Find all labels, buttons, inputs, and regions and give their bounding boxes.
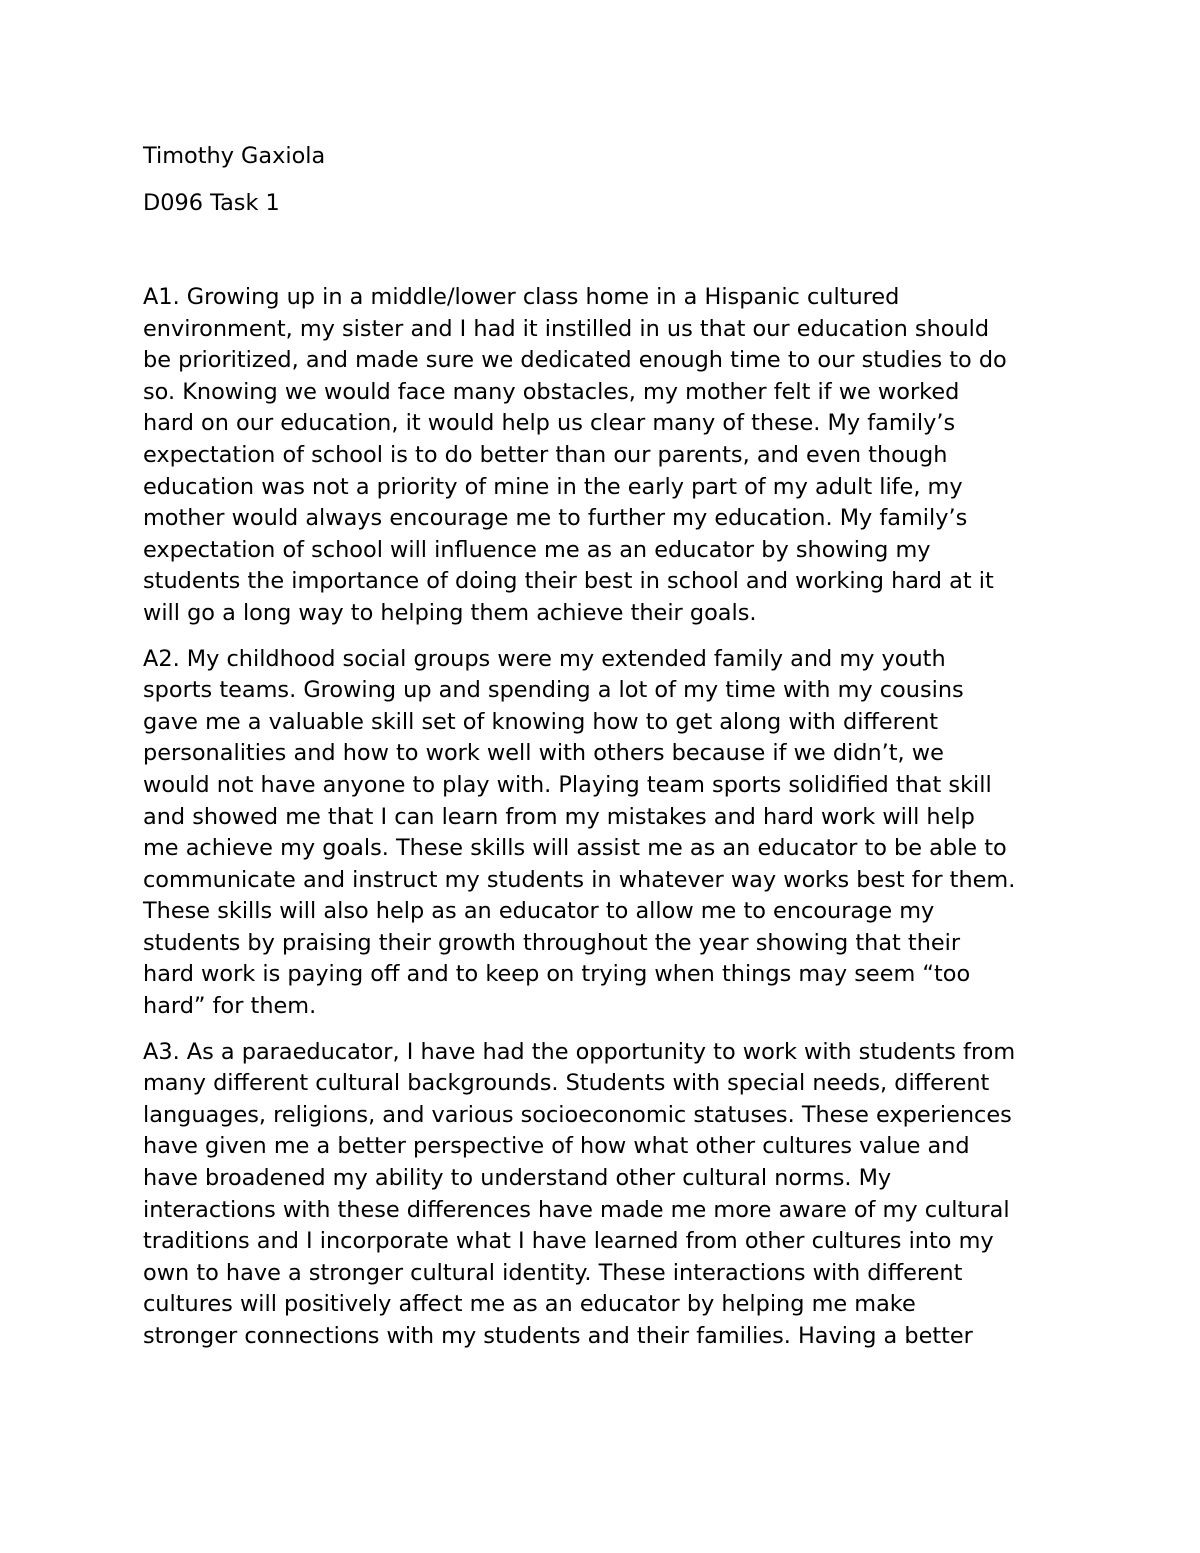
paragraph-line: would not have anyone to play with. Playing team sports solidified that skill xyxy=(143,771,992,798)
paragraph-line: expectation of school is to do better than our parents, and even though xyxy=(143,441,948,468)
author-name: Timothy Gaxiola xyxy=(143,143,326,169)
paragraph-line: These skills will also help as an educator to allow me to encourage my xyxy=(143,898,935,925)
paragraph-line: many different cultural backgrounds. Students with special needs, different xyxy=(143,1070,990,1097)
paragraph-line: A3. As a paraeducator, I have had the opportunity to work with students from xyxy=(143,1038,1016,1065)
paragraph-line: stronger connections with my students and their families. Having a better xyxy=(143,1323,973,1349)
paragraph-line: me achieve my goals. These skills will assist me as an educator to be able to xyxy=(143,835,1007,862)
task-title: D096 Task 1 xyxy=(143,190,280,216)
paragraph-line: expectation of school will influence me as an educator by showing my xyxy=(143,536,931,563)
paragraph-line: traditions and I incorporate what I have learned from other cultures into my xyxy=(143,1228,994,1255)
paragraph-a1 xyxy=(143,282,1073,630)
paragraph-line: students by praising their growth throughout the year showing that their xyxy=(143,929,961,956)
paragraph-line: interactions with these differences have made me more aware of my cultural xyxy=(143,1196,1010,1223)
paragraph-line: sports teams. Growing up and spending a lot of my time with my cousins xyxy=(143,677,964,704)
paragraph-line: own to have a stronger cultural identity. These interactions with different xyxy=(143,1259,963,1286)
paragraph-line: cultures will positively affect me as an educator by helping me make xyxy=(143,1291,916,1318)
paragraph-line: hard on our education, it would help us clear many of these. My family’s xyxy=(143,410,956,437)
paragraph-line: be prioritized, and made sure we dedicated enough time to our studies to do xyxy=(143,347,1007,374)
paragraph-line: students the importance of doing their best in school and working hard at it xyxy=(143,568,994,595)
paragraph-line: hard” for them. xyxy=(143,993,317,1020)
paragraph-a2 xyxy=(143,644,1073,1023)
paragraph-line: hard work is paying off and to keep on trying when things may seem “too xyxy=(143,961,971,988)
paragraph-a3 xyxy=(143,1037,1073,1353)
paragraph-line: gave me a valuable skill set of knowing how to get along with different xyxy=(143,708,939,735)
paragraph-line: will go a long way to helping them achieve their goals. xyxy=(143,599,757,626)
paragraph-line: communicate and instruct my students in whatever way works best for them. xyxy=(143,866,1016,893)
spacer xyxy=(143,234,1073,282)
paragraph-line: environment, my sister and I had it instilled in us that our education should xyxy=(143,315,990,342)
paragraph-line: A1. Growing up in a middle/lower class home in a Hispanic cultured xyxy=(143,284,900,310)
paragraph-line: personalities and how to work well with others because if we didn’t, we xyxy=(143,740,944,767)
paragraph-list xyxy=(143,282,1073,1353)
paragraph-line: and showed me that I can learn from my mistakes and hard work will help xyxy=(143,803,975,830)
paragraph-line: languages, religions, and various socioeconomic statuses. These experiences xyxy=(143,1101,1012,1128)
paragraph-line: have broadened my ability to understand other cultural norms. My xyxy=(143,1165,892,1192)
document-body xyxy=(143,140,1073,1367)
paragraph-line: education was not a priority of mine in the early part of my adult life, my xyxy=(143,473,963,500)
paragraph-line: have given me a better perspective of how what other cultures value and xyxy=(143,1133,970,1160)
paragraph-line: mother would always encourage me to further my education. My family’s xyxy=(143,505,968,532)
paragraph-line: so. Knowing we would face many obstacles, my mother felt if we worked xyxy=(143,378,960,405)
paragraph-line: A2. My childhood social groups were my extended family and my youth xyxy=(143,645,946,672)
